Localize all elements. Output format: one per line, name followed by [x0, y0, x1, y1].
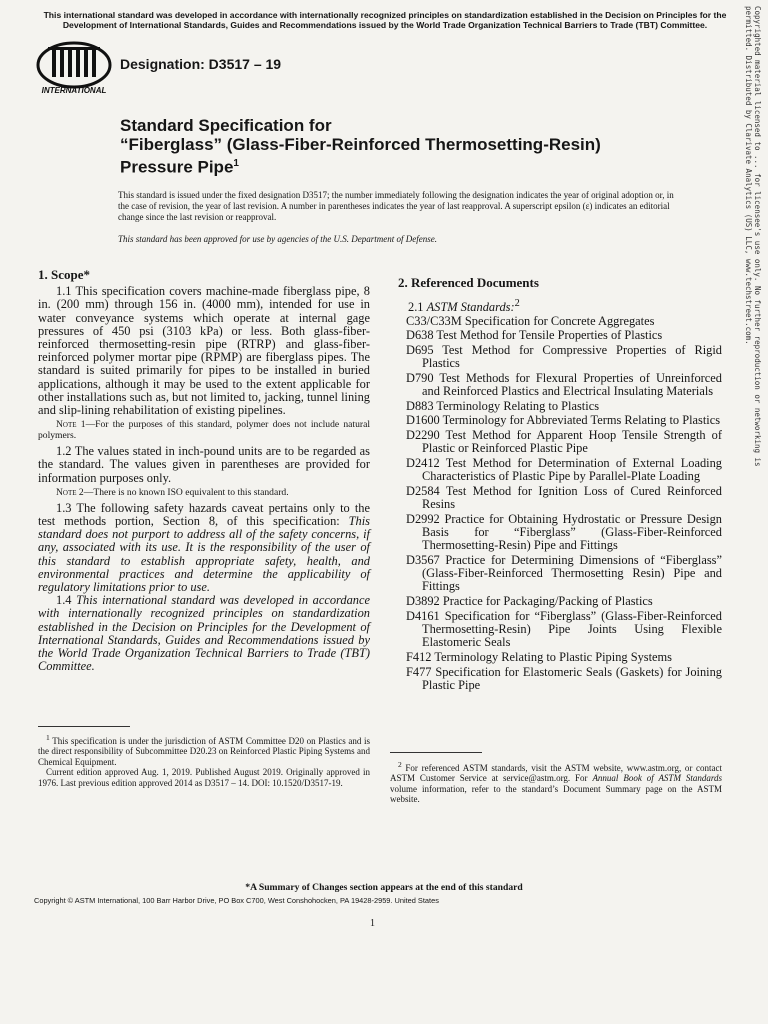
reference-item: C33/C33M Specification for Concrete Aggregates	[406, 313, 655, 328]
copyright-line: Copyright © ASTM International, 100 Barr Harbor Drive, PO Box C700, West Conshohocken, PA 19428-2959. United States	[34, 896, 439, 905]
side-license-text: Copyrighted material licensed to ... for licensee's use only. No further reproduction or networking is permitted. Distributed by Clarivate Analytics (US) LLC, www.techstreet.com.	[744, 6, 762, 467]
designation: Designation: D3517 – 19	[120, 56, 282, 72]
footnote-1-edition: Current edition approved Aug. 1, 2019. Published August 2019. Originally approved in 1976. Last previous edition approved 2014 as D3517 – 14. DOI: 10.1520/D3517-19.	[38, 767, 370, 788]
title-line-1: Standard Specification for	[120, 116, 332, 135]
scope-para-1-2: 1.2 The values stated in inch-pound units are to be regarded as the standard. The values given in parentheses are provided for information purposes only.	[38, 444, 370, 485]
reference-item: D2290 Test Method for Apparent Hoop Tensile Strength of Plastic or Reinforced Plastic Pipe	[406, 428, 722, 456]
referenced-documents-section	[396, 276, 722, 694]
side-license-notice	[742, 6, 766, 476]
footnote-1-text: $^1$ This specification is under the jurisdiction of ASTM Committee D20 on Plastics and is the direct responsibility of Subcommittee D20.23 on Reinforced Plastic Piping Systems and Chemical Equipment.	[38, 733, 370, 767]
footnote-rule-left	[38, 726, 130, 727]
scope-para-1-1: 1.1 This specification covers machine-made fiberglass pipe, 8 in. (200 mm) through 156 in. (4000 mm), intended for use in water conveyance systems which operate at internal gage pressures of 450 psi (3103 kPa) or less. Both glass-fiber-reinforced thermosetting-resin pipe (RTRP) and glass-fiber-reinforced polymer mortar pipe (RPMP) are fiberglass pipes. The standard is suited primarily for pipes to be installed in buried applications, although it may be used to the extent applicable for other installations such as, but not limited to, jacking, tunnel lining and slip-lining rehabilitation of existing pipelines.	[38, 284, 370, 418]
footnote-rule-right	[390, 752, 482, 753]
reference-item: D2412 Test Method for Determination of External Loading Characteristics of Plastic Pipe by Parallel-Plate Loading	[406, 456, 722, 484]
reference-list	[406, 315, 722, 692]
reference-item: F477 Specification for Elastomeric Seals (Gaskets) for Joining Plastic Pipe	[406, 664, 722, 692]
title-line-3: Pressure Pipe$^1$	[120, 157, 239, 177]
summary-of-changes-note: *A Summary of Changes section appears at the end of this standard	[245, 882, 523, 893]
page-number: 1	[370, 918, 375, 929]
logo-text: INTERNATIONAL	[41, 86, 107, 95]
astm-standards-intro: 2.1 ASTM Standards:$^2$	[408, 298, 520, 315]
reference-item: D638 Test Method for Tensile Properties of Plastics	[406, 328, 663, 343]
scope-heading: 1. Scope*	[38, 267, 90, 282]
scope-section	[38, 268, 370, 673]
note-2: Note 2—There is no known ISO equivalent to this standard.	[56, 486, 289, 498]
reference-item: D3892 Practice for Packaging/Packing of Plastics	[406, 594, 653, 609]
scope-para-1-3: 1.3 The following safety hazards caveat pertains only to the test methods portion, Section 8, of this specification: This standard does not purport to address all of the safety concerns, if any, associated with its use. It is the responsibility of the user of this standard to establish appropriate safety, health, and environmental practices and determine the applicability of regulatory limitations prior to use.	[38, 500, 370, 595]
reference-item: D4161 Specification for “Fiberglass” (Glass-Fiber-Reinforced Thermosetting-Resin) Pipe Joints Using Flexible Elastomeric Seals	[406, 608, 722, 650]
astm-logo	[30, 40, 118, 96]
top-notice: This international standard was developed in accordance with internationally recognized principles on standardization established in the Decision on Principles for the Development of International Standards, Guides and Recommendations issued by the World Trade Organization Technical Barriers to Trade (TBT) Committee.	[43, 10, 727, 30]
reference-item: D2992 Practice for Obtaining Hydrostatic or Pressure Design Basis for “Fiberglass” (Glass-Fiber-Reinforced Thermosetting-Resin) Pipe and Fittings	[406, 511, 722, 553]
reference-item: D883 Terminology Relating to Plastics	[406, 398, 600, 413]
note-1: Note 1—For the purposes of this standard, polymer does not include natural polymers.	[38, 419, 370, 442]
reference-item: D2584 Test Method for Ignition Loss of Cured Reinforced Resins	[406, 483, 722, 512]
footnote-2	[390, 760, 722, 805]
issuance-note: This standard is issued under the fixed designation D3517; the number immediately following the designation indicates the year of original adoption or, in the case of revision, the year of last revision. A number in parentheses indicates the year of last reapproval. A superscript epsilon (ε) indicates an editorial change since the last revision or reapproval.	[118, 190, 674, 222]
document-title	[120, 116, 680, 177]
reference-item: D3567 Practice for Determining Dimensions of “Fiberglass” (Glass-Fiber-Reinforced Thermosetting Resin) Pipe and Fittings	[406, 552, 722, 594]
reference-item: D695 Test Method for Compressive Properties of Rigid Plastics	[406, 342, 722, 371]
referenced-heading: 2. Referenced Documents	[398, 275, 539, 290]
footnote-1	[38, 733, 370, 788]
reference-item: D1600 Terminology for Abbreviated Terms Relating to Plastics	[406, 413, 721, 428]
scope-para-1-4: 1.4 This international standard was developed in accordance with internationally recognized principles on standardization established in the Decision on Principles for the Development of International Standards, Guides and Recommendations issued by the World Trade Organization Technical Barriers to Trade (TBT) Committee.	[38, 593, 370, 674]
astm-logo-icon	[30, 40, 118, 96]
reference-item: D790 Test Methods for Flexural Properties of Unreinforced and Reinforced Plastics and Electrical Insulating Materials	[406, 370, 722, 399]
footnote-2-text: $^2$ For referenced ASTM standards, visit the ASTM website, www.astm.org, or contact ASTM Customer Service at service@astm.org. For Annual Book of ASTM Standards volume information, refer to the standard’s Document Summary page on the ASTM website.	[390, 760, 723, 805]
title-line-2: “Fiberglass” (Glass-Fiber-Reinforced Thermosetting-Resin)	[120, 135, 601, 154]
approval-note: This standard has been approved for use by agencies of the U.S. Department of Defense.	[118, 234, 438, 244]
reference-item: F412 Terminology Relating to Plastic Piping Systems	[406, 649, 672, 664]
